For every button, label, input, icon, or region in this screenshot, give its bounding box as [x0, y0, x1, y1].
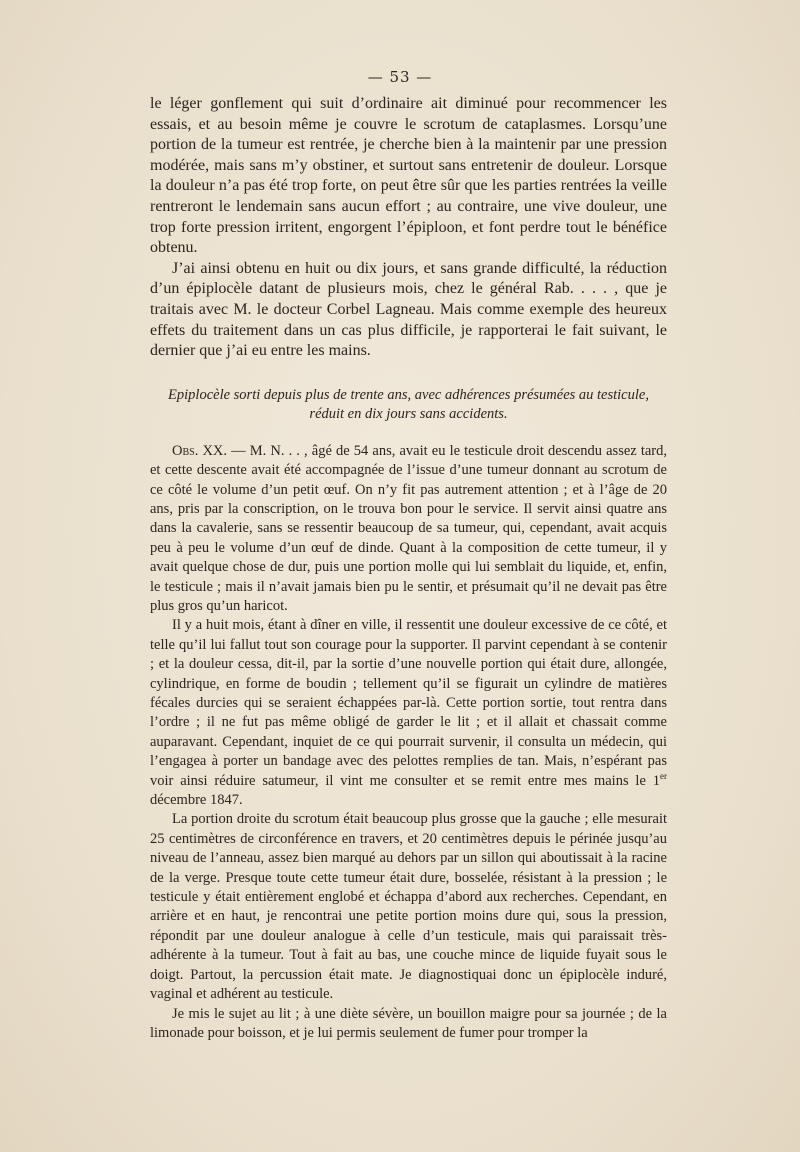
observation-paragraph-1-text: — M. N. . . , âgé de 54 ans, avait eu le testicule droit descendu assez tard, et cette descente avait été accompagnée de l’issue d’une tumeur donnant au scrotum de ce côté le volume d’un petit œuf. On n’y fit pas autrement attention ; et à l’âge de 20 ans, pris par la conscription, on le trouva bon pour le service. Il servit ainsi quatre ans dans la cavalerie, sans se ressentir beaucoup de sa tumeur, qui, cependant, avait acquis peu à peu le volume d’un œuf de dinde. Quant à la composition de cette tumeur, il y avait quelque chose de dur, puis une portion molle qui lui semblait du liquide, et, enfin, le testicule ; mais il n’avait jamais bien pu le sentir, et présumait qu’il ne devait pas être plus gros qu’un haricot. — [150, 442, 667, 614]
page-number: — 53 — — [367, 68, 433, 86]
observation-paragraph-3: La portion droite du scrotum était beaucoup plus grosse que la gauche ; elle mesurait 25 centimètres de circonférence en travers, et 20 centimètres depuis le périnée jusqu’au niveau de l’anneau, assez bien marqué au dehors par un sillon qui aboutissait à la racine de la verge. Presque toute cette tumeur était dure, bosselée, résistant à la pression ; le testicule y était entièrement englobé et échappa d’abord aux recherches. Cependant, en arrière et en haut, je rencontrai une petite portion moins dure qui, sous la pression, répondit par une douleur analogue à celle d’un testicule, mais qui paraissait très-adhérente à la tumeur. Tout à fait au bas, une couche mince de liquide fuyait sous le doigt. Partout, la percussion était mate. Je diagnostiquai donc un épiplocèle induré, vaginal et adhérent au testicule. — [150, 811, 667, 1003]
observation-label: Obs. XX. — [172, 442, 228, 459]
case-heading-line-1: Epiplocèle sorti depuis plus de trente ans, avec adhérences présumées au testicule, — [168, 386, 649, 403]
case-heading-line-2: réduit en dix jours sans accidents. — [309, 405, 508, 422]
observation-paragraph-2 — [150, 616, 667, 810]
observation-section — [150, 442, 667, 1044]
observation-paragraph-1 — [150, 442, 667, 617]
observation-paragraph-2-text: Il y a huit mois, étant à dîner en ville, il ressentit une douleur excessive de ce côté, et telle qu’il lui fallut tout son courage pour la supporter. Il parvint cependant à se contenir ; et la douleur cessa, dit-il, par la sortie d’une nouvelle portion qui était dure, allongée, cylindrique, en forme de boudin ; tellement qu’il se figurait un cylindre de matières fécales durcies qui se seraient échappées par-là. Cette portion sortie, tout rentra dans l’ordre ; il ne fut pas même obligé de garder le lit ; et il allait et chassait comme auparavant. Cependant, inquiet de ce qui pourrait survenir, il consulta un médecin, qui l’engagea à porter un bandage avec des pelottes remplies de tan. Mais, n’espérant pas voir ainsi réduire satumeur, il vint me consulter et se remit entre mes mains le 1 — [150, 617, 667, 789]
ordinal-superscript: er — [660, 770, 667, 781]
intro-paragraph-1: le léger gonflement qui suit d’ordinaire ait diminué pour recommencer les essais, et au besoin même je couvre le scrotum de cataplasmes. Lorsqu’une portion de la tumeur est rentrée, je cherche bien à la maintenir par une pression modérée, mais sans m’y obstiner, et surtout sans entretenir de douleur. Lorsque la douleur n’a pas été trop forte, on peut être sûr que les parties rentrées la veille rentreront le lendemain sans aucun effort ; au contraire, une vive douleur, une trop forte pression irritent, engorgent l’épiploon, et font perdre tout le bénéfice obtenu. — [150, 95, 667, 257]
intro-section — [150, 94, 667, 362]
observation-paragraph-4: Je mis le sujet au lit ; à une diète sévère, un bouillon maigre pour sa journée ; de la limonade pour boisson, et je lui permis seulement de fumer pour tromper la — [150, 1005, 667, 1041]
text-block — [150, 94, 667, 1043]
case-heading — [150, 386, 667, 424]
intro-paragraph-2: J’ai ainsi obtenu en huit ou dix jours, et sans grande difficulté, la réduction d’un épiplocèle datant de plusieurs mois, chez le général Rab. . . . , que je traitais avec M. le docteur Corbel Lagneau. Mais comme exemple des heureux effets du traitement dans un cas plus difficile, je rapporterai le fait suivant, le dernier que j’ai eu entre les mains. — [150, 259, 667, 360]
observation-paragraph-2-end: décembre 1847. — [150, 792, 243, 809]
